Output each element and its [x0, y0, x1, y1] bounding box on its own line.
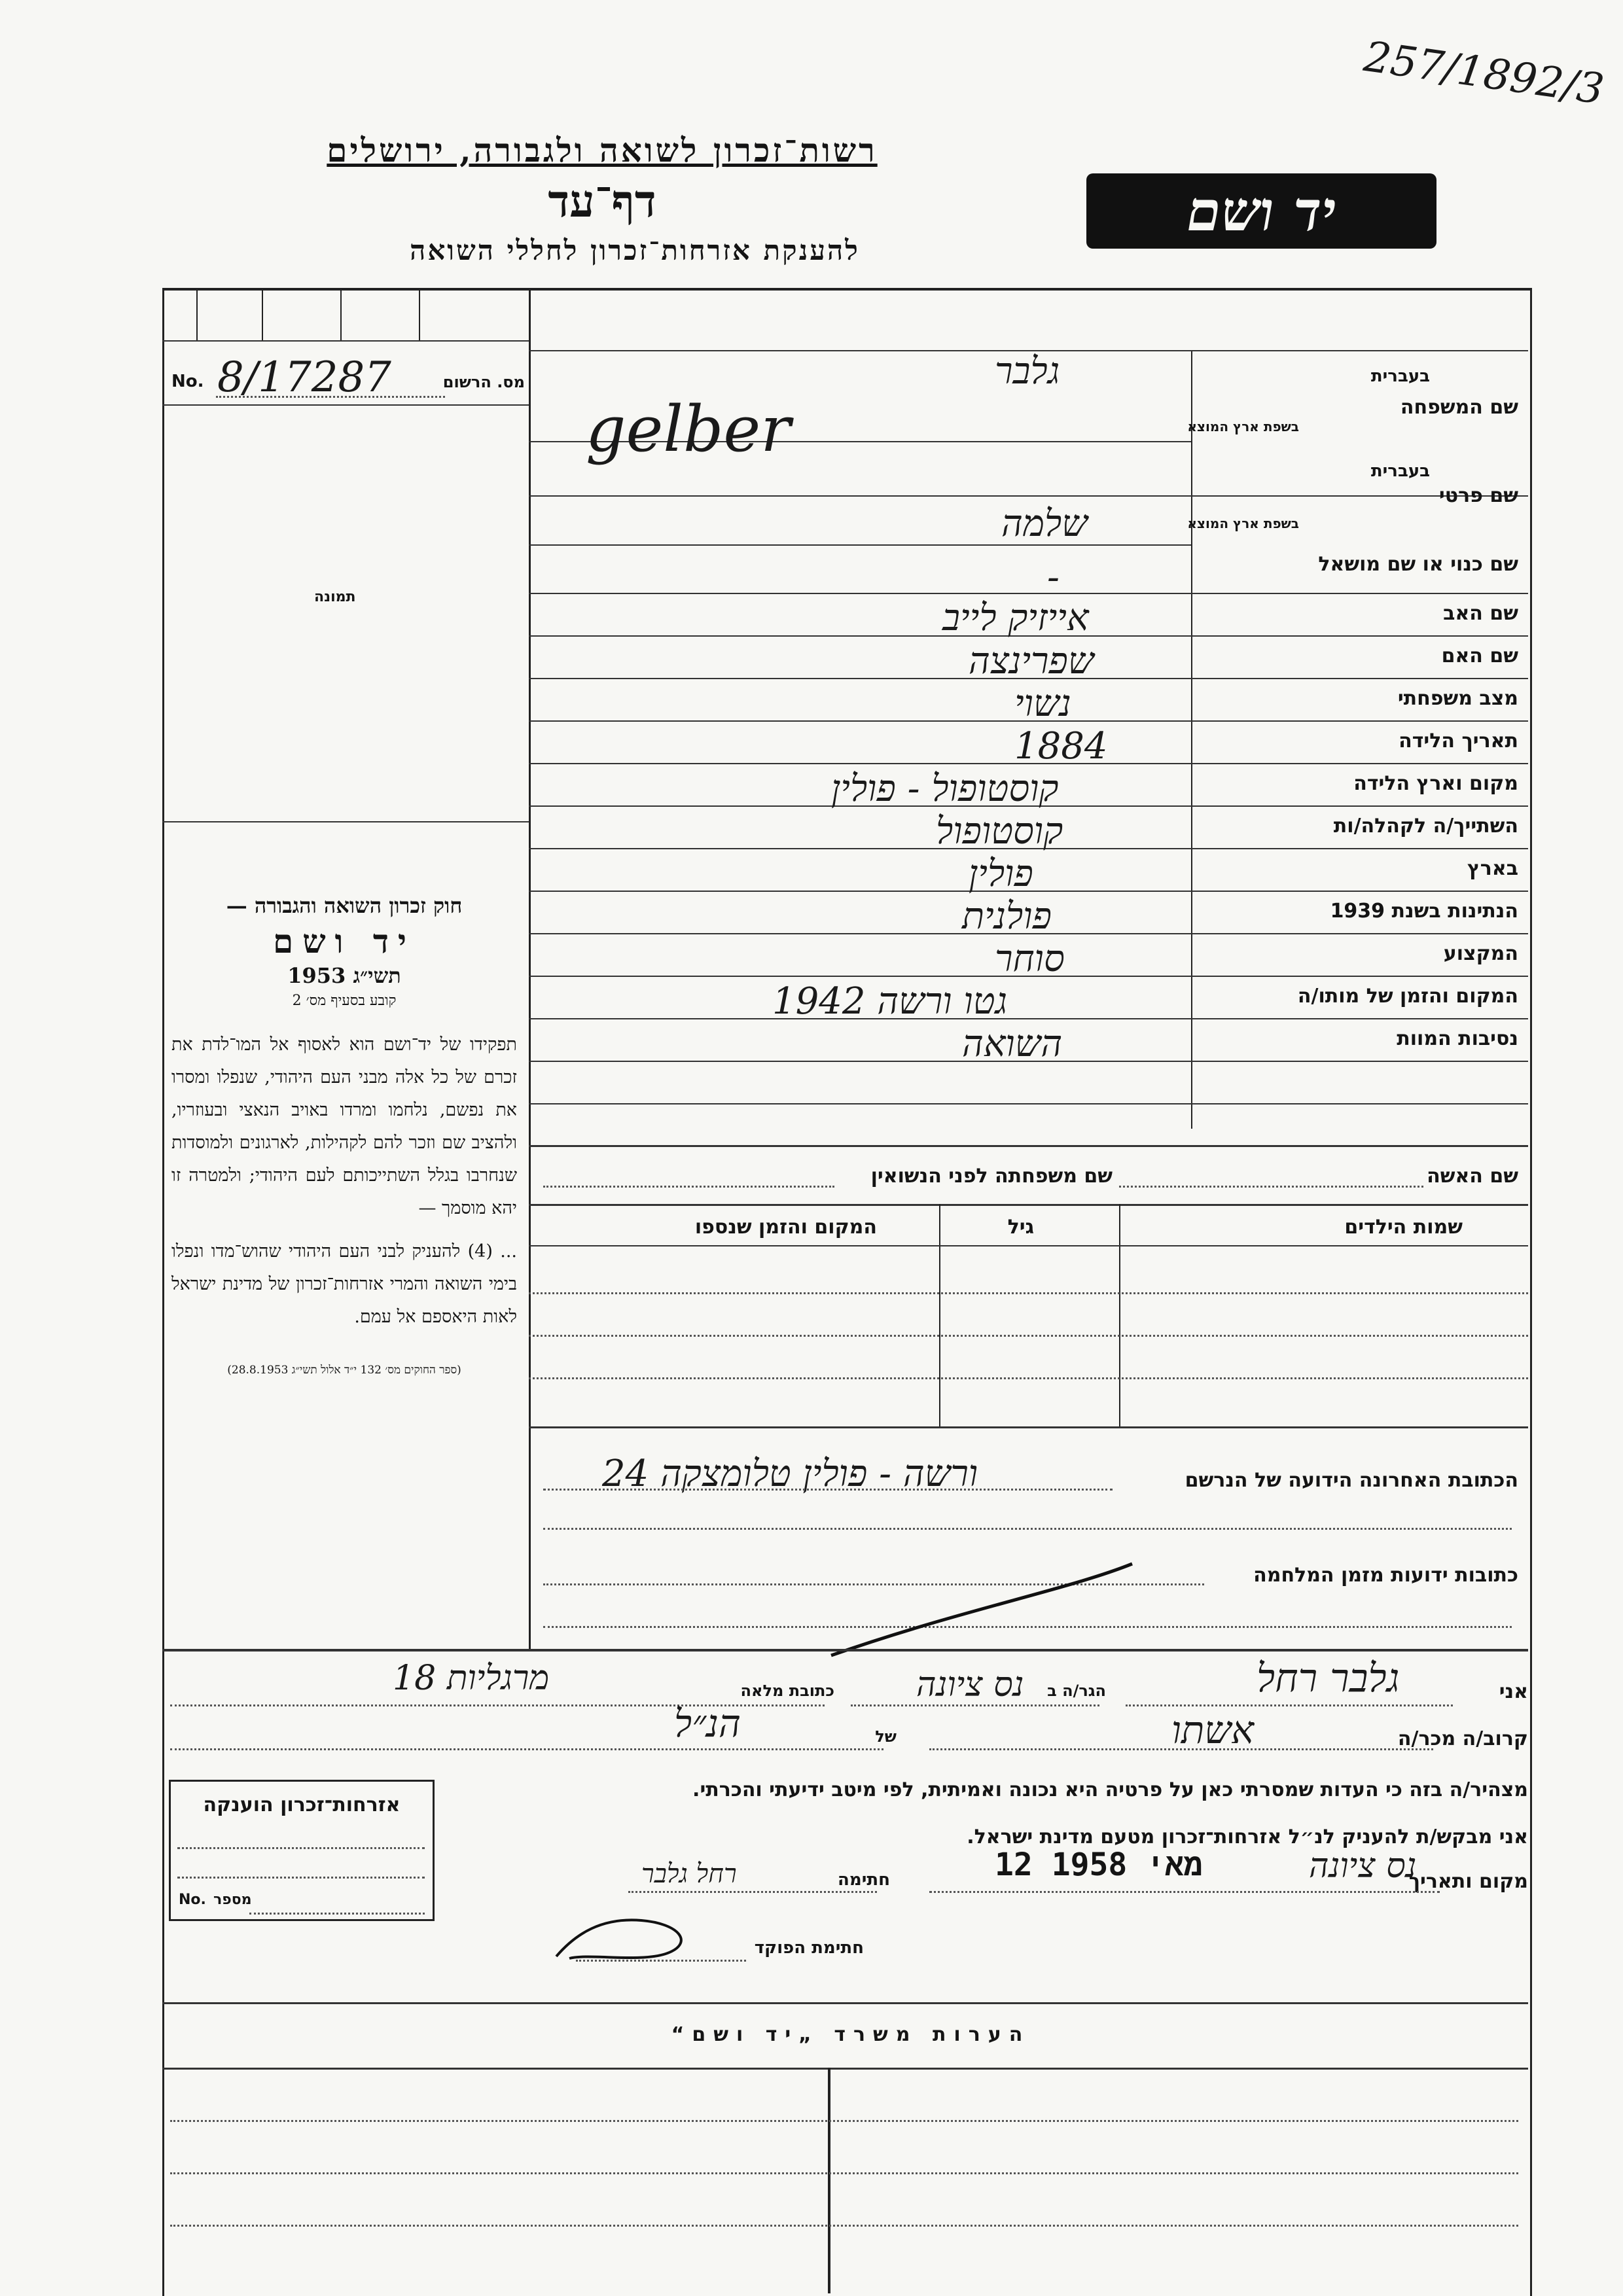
form-subtitle: להענקת אזרחות־זכרון לחללי השואה: [410, 234, 860, 266]
label-community: השתייך/ה לקהלה/ות: [1333, 815, 1518, 838]
label-death-place-time: המקום והזמן של מותו/ה: [1297, 985, 1518, 1008]
label-family-hebrew: בעברית: [1370, 366, 1430, 386]
label-first-origin: בשפת ארץ המוצא: [1187, 516, 1299, 531]
label-signature: חתימה: [838, 1870, 890, 1890]
law-year: תשי״ג 1953: [287, 963, 401, 988]
value-marital-status: נשוי: [1014, 682, 1071, 725]
law-citation: (ספר החוקים מס׳ 132 י״ד אלול תשי״ג 28.8.1953): [227, 1364, 461, 1377]
declaration-text: מצהיר/ה בזה כי העדות שמסרתי כאן על פרטיה היא נכונה ואמיתית, לפי מיטב ידיעתי והכרתי.: [692, 1778, 1528, 1801]
value-mother-name: שפרינצה: [969, 640, 1094, 682]
request-text: אני מבקש/ת להעניק לנ״ל אזרחות־זכרון מטעם מדינת ישראל.: [967, 1826, 1528, 1848]
label-marital-status: מצב משפחתי: [1397, 687, 1518, 710]
children-header-place-time: המקום והזמן שנספו: [694, 1216, 877, 1239]
value-of: הנ״ל: [674, 1701, 741, 1746]
label-first-hebrew: בעברית: [1370, 461, 1430, 481]
law-paragraph-2: ... (4) להעניק לבני העם היהודי שהוש־מדו ונפלו בימי השואה והמרי אזרחות־זכרון של מדינת ישראל לאות היאספם אל עמם.: [171, 1241, 517, 1327]
label-citizenship-1939: הנתינות בשנת 1939: [1330, 900, 1518, 923]
label-full-address: כתובת מלאה: [740, 1682, 834, 1700]
value-family-name-hebrew: גלבר: [995, 350, 1060, 393]
value-relation: אשתו: [1171, 1708, 1255, 1752]
value-citizenship-1939: פולנית: [962, 895, 1052, 938]
registration-label: מס. הרשום: [442, 373, 525, 391]
archive-number: 257/1892/3: [1361, 33, 1607, 115]
label-ani: אני: [1499, 1680, 1528, 1703]
value-last-address: ורשה - פולין טלומצקה 24: [602, 1453, 978, 1495]
label-war-addresses: כתובות ידועות מזמן המלחמה: [1253, 1564, 1518, 1587]
label-father-name: שם האב: [1443, 602, 1518, 625]
label-family-origin: בשפת ארץ המוצא: [1187, 419, 1299, 434]
value-full-address: מרגליות 18: [393, 1659, 550, 1698]
value-family-name-latin: gelber: [586, 393, 791, 466]
registration-box: [171, 353, 525, 402]
label-birth-date: תאריך הלידה: [1399, 730, 1518, 752]
label-profession: המקצוע: [1443, 942, 1518, 965]
label-resident: הגר/ה ב: [1047, 1682, 1106, 1700]
law-paragraph-1: תפקידו של יד־ושם הוא לאסוף אל המו־לדת את זכרם של כל אלה מבני העם היהודי, שנפלו ומסרו את נפשם, נלחמו ומרדו באויב הנאצי ובעוזריו, ולהציב שם וזכר להם לקהילות, לארגונים ולמוסדות שנחרבו בגלל השתייכותם לעם היהודי; ולמטרה זו יהא מוסמך —: [171, 1034, 517, 1218]
law-clause: קובע בסעיף מס׳ 2: [292, 993, 397, 1009]
label-wife: שם האשה: [1427, 1165, 1518, 1188]
value-death-place-time: גטו ורשה 1942: [772, 980, 1008, 1023]
citizenship-box-no: No.: [179, 1892, 206, 1908]
yad-vashem-logo: [1086, 173, 1436, 249]
citizenship-box-number-label: מספר: [213, 1892, 252, 1908]
value-declarant-name: גלבר רחל: [1257, 1655, 1400, 1701]
label-of: של: [875, 1727, 897, 1746]
children-header-age: גיל: [1007, 1216, 1034, 1239]
children-header-names: שמות הילדים: [1344, 1216, 1463, 1239]
label-country: בארץ: [1467, 857, 1518, 880]
value-community: קוסטופול: [936, 810, 1063, 853]
label-officer-signature: חתימת הפוקד: [754, 1938, 864, 1958]
cross-out-stroke: [818, 1557, 1145, 1662]
label-place-date: מקום ותאריך: [1408, 1870, 1528, 1893]
value-place: נס ציונה: [1309, 1846, 1417, 1886]
value-birth-place: קוסטופול - פולין: [831, 768, 1059, 810]
law-title: חוק זכרון השואה והגבורה —: [226, 893, 463, 918]
value-nickname: -: [1047, 556, 1060, 599]
label-last-address: הכתובת האחרונה הידועה של הנרשם: [1185, 1469, 1518, 1492]
photo-label: תמונה: [314, 589, 356, 605]
law-name: יד ושם: [273, 922, 416, 961]
registration-number: 8/17287: [217, 353, 391, 402]
label-wife-maiden: שם משפחתה לפני הנשואין: [870, 1165, 1113, 1188]
label-mother-name: שם האם: [1441, 645, 1518, 667]
value-country: פולין: [969, 853, 1033, 895]
label-birth-place: מקום וארץ הלידה: [1353, 772, 1518, 795]
value-death-circumstances: השואה: [962, 1023, 1063, 1065]
office-notes-title: הערות משרד „יד ושם“: [671, 2023, 1031, 2046]
label-death-circumstances: נסיבות המוות: [1397, 1027, 1518, 1050]
value-birth-date: 1884: [1014, 725, 1108, 768]
value-father-name: אייזיק לייב: [942, 597, 1089, 639]
authority-line: רשות־זכרון לשואה ולגבורה, ירושלים: [327, 131, 878, 169]
registration-no-label: No.: [171, 372, 204, 391]
value-signature: רחל גלבר: [641, 1859, 737, 1889]
value-date: 12 מאי 1958: [995, 1846, 1203, 1883]
label-first-name: שם פרטי: [1438, 484, 1518, 507]
form-title: דף־עד: [548, 175, 656, 228]
citizenship-box-title: אזרחות־זכרון הוענקה: [203, 1793, 401, 1816]
value-profession: סוחר: [995, 938, 1065, 980]
value-resident: נס ציונה: [916, 1665, 1024, 1704]
citizenship-granted-box: [169, 1780, 435, 1921]
value-first-name: שלמה: [1001, 503, 1088, 545]
label-family-name: שם המשפחה: [1400, 396, 1518, 419]
law-excerpt: [171, 893, 517, 1377]
officer-signature-scribble: [550, 1907, 720, 1966]
label-relation: קרוב/ה מכר/ה: [1397, 1727, 1528, 1750]
label-nickname: שם כנוי או שם מושאל: [1318, 553, 1518, 576]
logo-text: יד ושם: [1186, 179, 1336, 243]
